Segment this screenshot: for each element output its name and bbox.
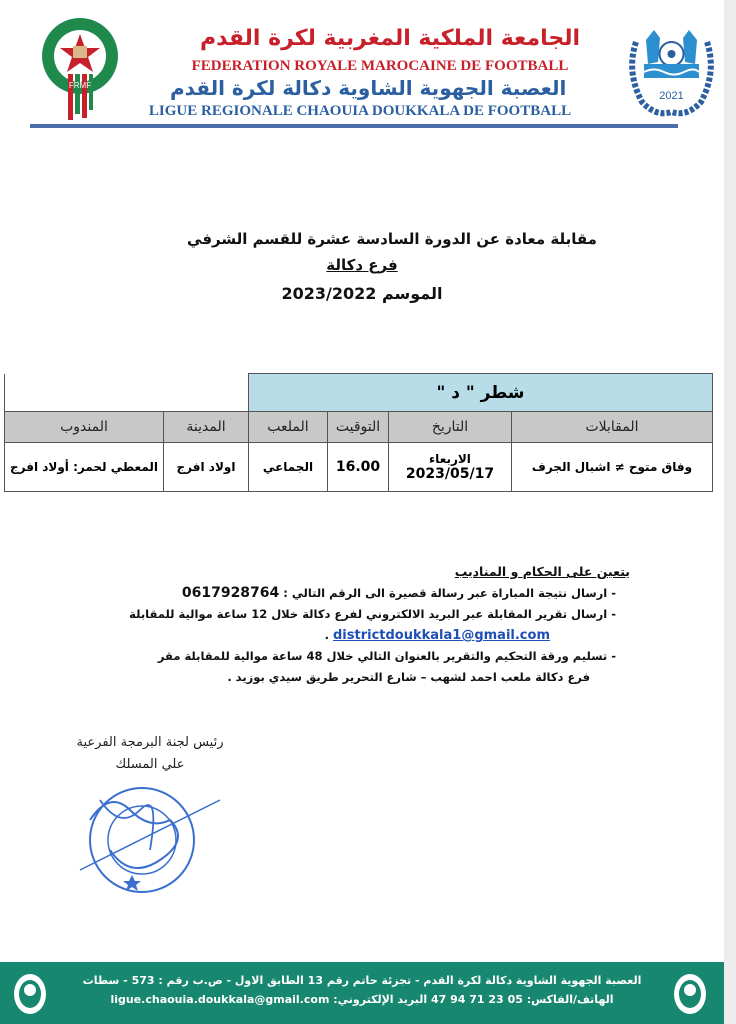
federation-name-fr: FEDERATION ROYALE MAROCAINE DE FOOTBALL (191, 58, 569, 74)
league-name-fr: LIGUE REGIONALE CHAOUIA DOUKKALA DE FOOTBALL (148, 103, 572, 119)
scrollbar-track[interactable] (724, 0, 736, 1024)
match-schedule-table (4, 373, 713, 492)
instruction-item-2-email-line: districtdoukkala1@gmail.com . (324, 628, 550, 643)
signature-block (60, 732, 240, 776)
frmf-logo-text: FRMF (68, 81, 92, 90)
match-date: 2023/05/17 (405, 466, 495, 482)
instruction-item-3-address: فرع دكالة ملعب احمد لشهب – شارع التحرير طريق سيدي بوزيد . (227, 670, 590, 684)
column-header-city: المدينة (164, 412, 249, 443)
frmf-logo-icon (40, 16, 120, 122)
signatory-role: رئيس لجنة البرمجة الفرعية (76, 735, 224, 750)
group-header-row (5, 374, 713, 412)
season-line (0, 284, 724, 303)
column-header-date: التاريخ (389, 412, 512, 443)
footer-logo-right-icon (668, 970, 712, 1018)
season-label: الموسم (381, 284, 443, 303)
footer-contact: الهاتف/الفاكس: 05 23 71 94 47 البريد الإلكتروني: ligue.chaouia.doukkala@gmail.com (110, 993, 614, 1006)
delegate-cell: المعطي لحمر: أولاد افرج (5, 443, 164, 492)
footer-address: العصبة الجهوية الشاوية دكالة لكرة القدم - تجزئة حاتم رقم 13 الطابق الاول - ص.ب رقم : 573 - سطات (82, 974, 642, 987)
instructions-heading: يتعين على الحكام و المناديب (454, 564, 630, 579)
district-email-link[interactable]: districtdoukkala1@gmail.com (333, 628, 550, 643)
league-logo-icon (624, 22, 719, 122)
league-name-ar: العصبة الجهوية الشاوية دكالة لكرة القدم (170, 76, 567, 100)
league-logo-year: 2021 (659, 90, 684, 102)
column-header-stadium: الملعب (249, 412, 328, 443)
footer-phone: 05 23 71 94 47 (430, 993, 523, 1006)
city-cell: اولاد افرج (164, 443, 249, 492)
result-phone-number: 0617928764 (181, 585, 280, 601)
header-divider (30, 124, 678, 128)
federation-name-ar: الجامعة الملكية المغربية لكرة القدم (200, 26, 581, 51)
column-header-delegate: المندوب (5, 412, 164, 443)
footer-bar (0, 962, 724, 1024)
season-value: 2023/2022 (281, 284, 377, 303)
column-header-row (5, 412, 713, 443)
instruction-item-3: - تسليم ورقة التحكيم والتقرير بالعنوان التالي خلال 48 ساعة موالية للمقابلة مقر (157, 649, 616, 663)
instruction-item-1: - ارسال نتيجة المباراة عبر رسالة قصيرة الى الرقم التالي : 0617928764 (181, 585, 616, 601)
match-cell: وفاق متوح ≠ اشبال الجرف (512, 443, 713, 492)
group-title: شطر " د " (249, 374, 713, 412)
instruction-item-2: - ارسال تقرير المقابلة عبر البريد الالكتروني لفرع دكالة خلال 12 ساعة موالية للمقابلة (129, 607, 616, 621)
date-cell (389, 443, 512, 492)
signatory-name: علي المسلك (115, 757, 185, 772)
match-day: الاربعاء (429, 452, 471, 466)
footer-email[interactable]: ligue.chaouia.doukkala@gmail.com (110, 993, 330, 1006)
branch-subtitle: فرع دكالة (326, 256, 398, 274)
document-title: مقابلة معادة عن الدورة السادسة عشرة للقسم الشرفي (187, 230, 597, 248)
column-header-time: التوقيت (328, 412, 389, 443)
time-cell: 16.00 (328, 443, 389, 492)
instructions-block (110, 564, 630, 688)
table-row (5, 443, 713, 492)
column-header-matches: المقابلات (512, 412, 713, 443)
stadium-cell: الجماعي (249, 443, 328, 492)
official-stamp-icon (70, 780, 230, 900)
